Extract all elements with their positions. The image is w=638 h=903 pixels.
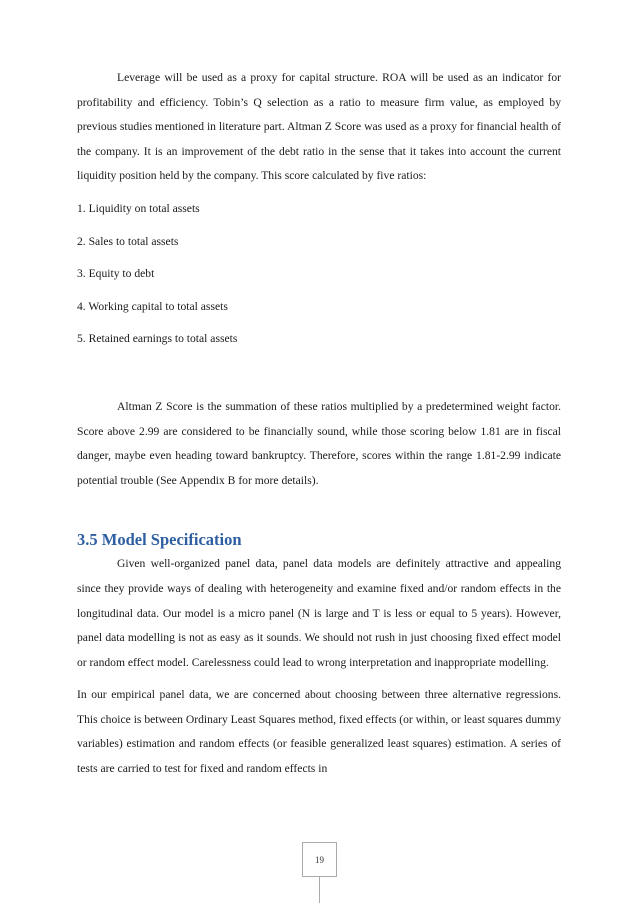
spacer	[77, 189, 561, 197]
list-item: 4. Working capital to total assets	[77, 299, 228, 313]
list-item: 5. Retained earnings to total assets	[77, 332, 238, 346]
section-heading: 3.5 Model Specification	[77, 530, 242, 550]
paragraph-regressions: In our empirical panel data, we are concerned about choosing between three alternative regressions. This choice is between Ordinary Least Squares method, fixed effects (or within, or least squares dummy variables) estimation and random effects (or feasible generalized least squares) estimation. A series of tests are carried to test for fixed and random effects in	[77, 688, 561, 776]
document-page	[77, 66, 561, 782]
paragraph-variables: Leverage will be used as a proxy for capital structure. ROA will be used as an indicator for profitability and efficiency. Tobin’s Q selection as a ratio to measure firm value, as employed by previous studies mentioned in literature part. Altman Z Score was used as a proxy for financial health of the company. It is an improvement of the debt ratio in the sense that it takes into account the current liquidity position held by the company. This score calculated by five ratios:	[77, 71, 561, 183]
paragraph-altman-z: Altman Z Score is the summation of these ratios multiplied by a predetermined weight factor. Score above 2.99 are considered to be financially sound, while those scoring below 1.81 are in fiscal danger, maybe even heading toward bankruptcy. Therefore, scores within the range 1.81-2.99 indicate potential trouble (See Appendix B for more details).	[77, 399, 561, 487]
list-item: 2. Sales to total assets	[77, 234, 179, 248]
page-number: 19	[302, 842, 337, 877]
list-item: 3. Equity to debt	[77, 267, 155, 281]
list-item: 1. Liquidity on total assets	[77, 201, 200, 215]
ratio-list	[77, 197, 561, 360]
page-number-line	[319, 877, 320, 903]
spacer	[77, 675, 561, 683]
spacer	[77, 360, 561, 395]
spacer	[77, 493, 561, 528]
paragraph-panel-data: Given well-organized panel data, panel data models are definitely attractive and appealing since they provide ways of dealing with heterogeneity and examine fixed and/or random effects in the longitudinal data. Our model is a micro panel (N is large and T is less or equal to 5 years). However, panel data modelling is not as easy as it sounds. We should not rush in just choosing fixed effect model or random effect model. Carelessness could lead to wrong interpretation and inappropriate modelling.	[77, 557, 561, 669]
